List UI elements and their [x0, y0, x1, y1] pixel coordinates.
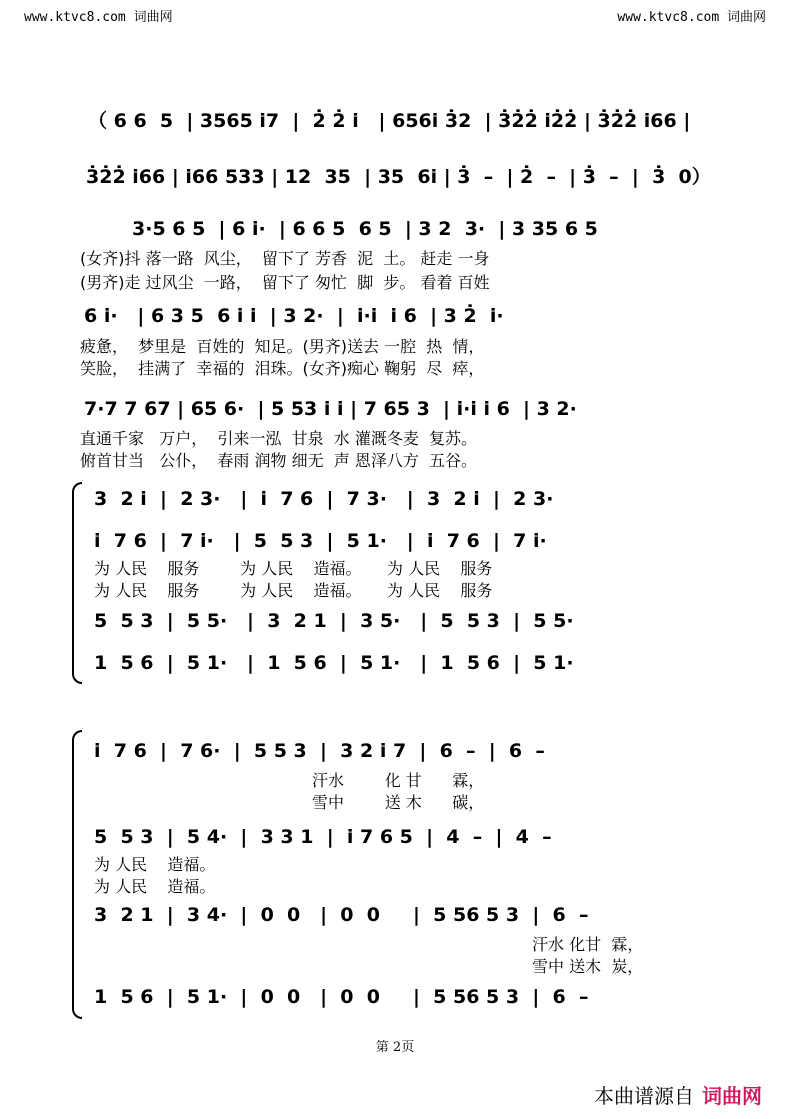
chorus1-brace	[72, 482, 82, 684]
chorus2-brace	[72, 730, 82, 1019]
chorus1-staff-1: 3 2 i | 2 3· | i 7 6 | 7 3· | 3 2 i | 2 3·	[94, 488, 554, 510]
verse-lyric-2b: 笑脸， 挂满了 幸福的 泪珠。(女齐)痴心 鞠躬 尽 瘁，	[80, 359, 485, 378]
verse-lyric-1b: (男齐)走 过风尘 一路， 留下了 匆忙 脚 步。 看着 百姓	[80, 273, 490, 292]
source-credit	[594, 1080, 762, 1109]
chorus2-staff-4: 1 5 6 | 5 1· | 0 0 | 0 0 | 5 56 5 3 | 6 –	[94, 986, 589, 1008]
source-brand[interactable]: 词曲网	[702, 1084, 762, 1108]
verse-lyric-2a: 疲惫， 梦里是 百姓的 知足。(男齐)送去 一腔 热 情，	[80, 337, 485, 356]
chorus2-lyric-2a: 为 人民 造福。	[94, 855, 216, 874]
chorus1-staff-4: 1 5 6 | 5 1· | 1 5 6 | 5 1· | 1 5 6 | 5 1·	[94, 652, 574, 674]
chorus2-staff-1: i 7 6 | 7 6· | 5 5 3 | 3 2 i 7 | 6 – | 6 –	[94, 740, 545, 762]
chorus2-lyric-1b: 雪中 送 木 碳，	[312, 793, 485, 812]
page-number: 第 2页	[375, 1040, 415, 1055]
source-label: 本曲谱源自	[594, 1084, 694, 1108]
intro-line-1: （ 6 6 5 | 3565 i7 | 2̇ 2̇ i | 656i 3̇2 | 3̇2̇2̇ i2̇2̇ | 3̇2̇2̇ i66 |	[88, 110, 691, 132]
verse-lyric-3a: 直通千家 万户， 引来一泓 甘泉 水 灌溉冬麦 复苏。	[80, 429, 478, 448]
verse-notes-3: 7·7 7 67 | 65 6· | 5 53 i i | 7 65 3 | i·i i 6 | 3 2·	[84, 398, 577, 420]
chorus2-lyric-2b: 为 人民 造福。	[94, 877, 216, 896]
chorus2-lyric-3b: 雪中 送木 炭，	[532, 957, 644, 976]
verse-lyric-1a: (女齐)抖 落一路 风尘， 留下了 芳香 泥 土。 赶走 一身	[80, 249, 490, 268]
chorus2-staff-2: 5 5 3 | 5 4· | 3 3 1 | i 7 6 5 | 4 – | 4 –	[94, 826, 552, 848]
verse-notes-1: 3·5 6 5 | 6 i· | 6 6 5 6 5 | 3 2 3· | 3 35 6 5	[132, 218, 598, 240]
chorus1-staff-2: i 7 6 | 7 i· | 5 5 3 | 5 1· | i 7 6 | 7 i·	[94, 530, 547, 552]
chorus2-lyric-1a: 汗水 化 甘 霖，	[312, 771, 485, 790]
chorus2-lyric-3a: 汗水 化甘 霖，	[532, 935, 644, 954]
chorus1-lyric-b: 为 人民 服务 为 人民 造福。 为 人民 服务	[94, 581, 493, 600]
intro-line-2: 3̇2̇2̇ i66 | i66 533 | 12 35 | 35 6i | 3̇ – | 2̇ – | 3̇ – | 3̇ 0）	[86, 166, 711, 188]
chorus2-staff-3: 3 2 1 | 3 4· | 0 0 | 0 0 | 5 56 5 3 | 6 –	[94, 904, 589, 926]
header-left-watermark: www.ktvc8.com 词曲网	[24, 10, 173, 25]
verse-lyric-3b: 俯首甘当 公仆， 春雨 润物 细无 声 恩泽八方 五谷。	[80, 451, 478, 470]
chorus1-lyric-a: 为 人民 服务 为 人民 造福。 为 人民 服务	[94, 559, 493, 578]
header-right-watermark: www.ktvc8.com 词曲网	[617, 10, 766, 25]
verse-notes-2: 6 i· | 6 3 5 6 i i | 3 2· | i·i i 6 | 3 2̇ i·	[84, 305, 504, 327]
chorus1-staff-3: 5 5 3 | 5 5· | 3 2 1 | 3 5· | 5 5 3 | 5 5·	[94, 610, 574, 632]
